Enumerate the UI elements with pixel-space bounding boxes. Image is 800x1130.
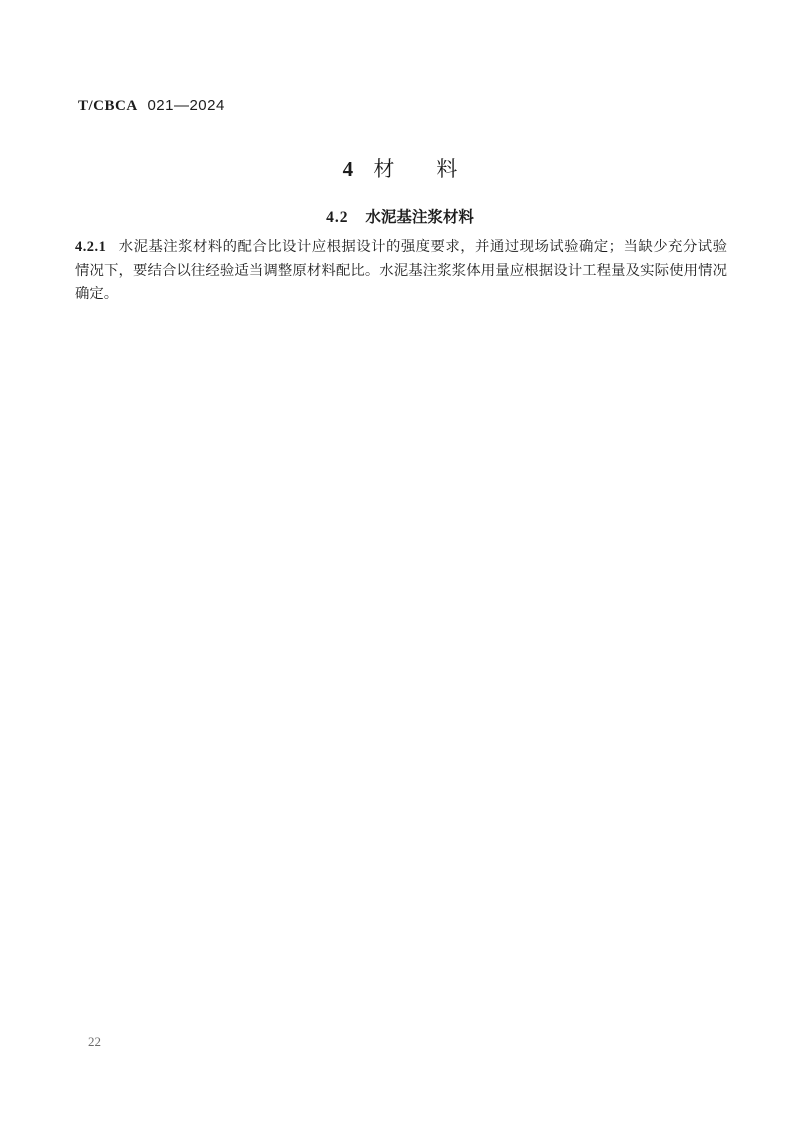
clause-line: 确定。 <box>75 286 119 302</box>
document-code-number: 021—2024 <box>147 97 225 114</box>
clause-line: 情况下，要结合以往经验适当调整原材料配比。水泥基注浆浆体用量应根据设计工程量及实际使用情况 <box>75 262 727 279</box>
section-heading <box>0 208 800 228</box>
clause-number: 4.2.1 <box>75 239 107 255</box>
page-number: 22 <box>88 1034 101 1049</box>
document-code-prefix: T/CBCA <box>78 98 138 114</box>
clause-paragraph <box>75 236 727 307</box>
clause-line <box>75 236 727 260</box>
clause-text: 水泥基注浆材料的配合比设计应根据设计的强度要求，并通过现场试验确定；当缺少充分试验 <box>118 239 727 255</box>
chapter-number: 4 <box>342 157 354 181</box>
chapter-title: 材 料 <box>373 157 458 181</box>
chapter-heading <box>0 156 800 182</box>
document-code <box>78 96 225 116</box>
section-title: 水泥基注浆材料 <box>365 209 474 226</box>
section-number: 4.2 <box>326 209 349 226</box>
